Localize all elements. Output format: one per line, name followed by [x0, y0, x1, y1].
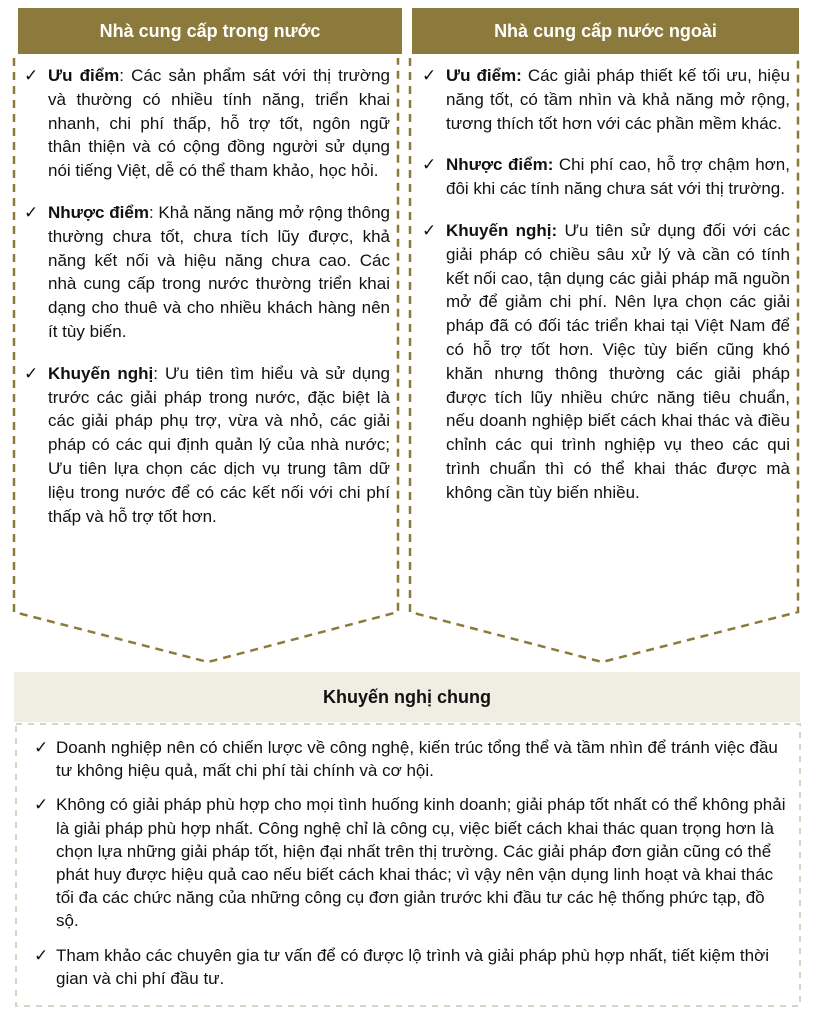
domestic-recommendation: [22, 362, 390, 529]
domestic-pros: [22, 64, 390, 183]
item-label: Khuyến nghị:: [446, 220, 558, 240]
domestic-header: Nhà cung cấp trong nước: [18, 8, 402, 54]
check-icon: ✓: [24, 66, 39, 85]
item-text: : Các sản phẩm sát với thị trường và thường có nhiều tính năng, triển khai nhanh, chi phí thấp, hỗ trợ tốt, ngôn ngữ thân thiện và có cộng đồng người sử dụng nói tiếng Việt, dễ có thể tham khảo, học hỏi.: [48, 66, 390, 181]
check-icon: ✓: [422, 155, 437, 175]
summary-item: [32, 736, 792, 782]
foreign-column: [420, 64, 790, 523]
item-text: Chi phí cao, hỗ trợ chậm hơn, đôi khi các tính năng chưa sát với thị trường.: [446, 155, 790, 199]
item-label: Khuyến nghị: [48, 363, 154, 383]
summary-list: [32, 736, 792, 1001]
item-label: Ưu điểm: [48, 66, 120, 85]
item-label: Nhược điểm: [48, 202, 149, 222]
foreign-recommendation: [420, 219, 790, 505]
summary-item: [32, 793, 792, 932]
summary-text: Tham khảo các chuyên gia tư vấn để có được lộ trình và giải pháp phù hợp nhất, tiết kiệm thời gian và chi phí đầu tư.: [56, 945, 769, 988]
check-icon: ✓: [24, 363, 39, 383]
domestic-column: [22, 64, 390, 546]
domestic-cons: [22, 201, 390, 344]
item-text: Ưu tiên sử dụng đối với các giải pháp có chiều sâu xử lý và cần có tính kết nối cao, tận dụng các giải pháp mã nguồn mở để giảm chi phí. Nên lựa chọn các giải pháp đã có đối tác triển khai tại Việt Nam để có hỗ trợ tốt hơn. Việc tùy biến cũng khó khăn nhưng thông thường các giải pháp được tích lũy nhiều chức năng tiêu chuẩn, nếu doanh nghiệp biết cách khai thác và điều chỉnh các qui trình nghiệp vụ theo các qui trình chuẩn thì có thể khai thác được mà không cần tùy biến nhiều.: [446, 220, 790, 502]
check-icon: ✓: [34, 795, 49, 815]
item-text: : Ưu tiên tìm hiểu và sử dụng trước các giải pháp trong nước, đặc biệt là các giải pháp phụ trợ, vừa và nhỏ, các giải pháp có các qui định quản lý của nhà nước; Ưu tiên lựa chọn các dịch vụ trung tâm dữ liệu trong nước để có các kết nối với chi phí thấp và hỗ trợ tốt hơn.: [48, 363, 390, 526]
check-icon: ✓: [24, 202, 39, 222]
item-text: Các giải pháp thiết kế tối ưu, hiệu năng tốt, có tầm nhìn và khả năng mở rộng, tương thích tốt hơn với các phần mềm khác.: [446, 66, 790, 133]
item-label: Nhược điểm:: [446, 155, 554, 175]
foreign-header: Nhà cung cấp nước ngoài: [412, 8, 799, 54]
summary-title: Khuyến nghị chung: [14, 672, 800, 722]
foreign-cons: [420, 153, 790, 201]
check-icon: ✓: [34, 945, 49, 965]
item-text: : Khả năng năng mở rộng thông thường chưa tốt, chưa tích lũy được, khả năng kết nối và hiệu năng chưa cao. Các nhà cung cấp trong nước thường triển khai dạng cho thuê và cho nhiều khách hàng nên ít tùy biến.: [48, 202, 390, 341]
summary-text: Không có giải pháp phù hợp cho mọi tình huống kinh doanh; giải pháp tốt nhất có thể không phải là giải pháp phù hợp nhất. Công nghệ chỉ là công cụ, việc biết cách khai thác quan trọng hơn là chọn lựa những giải pháp tốt, hiện đại nhất trên thị trường. Các giải pháp đơn giản cũng có thể phát huy được hiệu quả cao nếu biết cách khai thác; vì vậy nên vận dụng linh hoạt và khai thác tối đa các chức năng của những công cụ đơn giản trước khi đầu tư các hệ thống phức tạp, đồ sộ.: [56, 795, 786, 931]
check-icon: ✓: [34, 738, 49, 757]
check-icon: ✓: [422, 66, 437, 85]
check-icon: ✓: [422, 220, 437, 240]
summary-text: Doanh nghiệp nên có chiến lược về công nghệ, kiến trúc tổng thể và tầm nhìn để tránh việc đầu tư không hiệu quả, mất chi phí tài chính và cơ hội.: [56, 738, 778, 781]
item-label: Ưu điểm:: [446, 66, 522, 85]
summary-item: [32, 944, 792, 990]
foreign-pros: [420, 64, 790, 135]
